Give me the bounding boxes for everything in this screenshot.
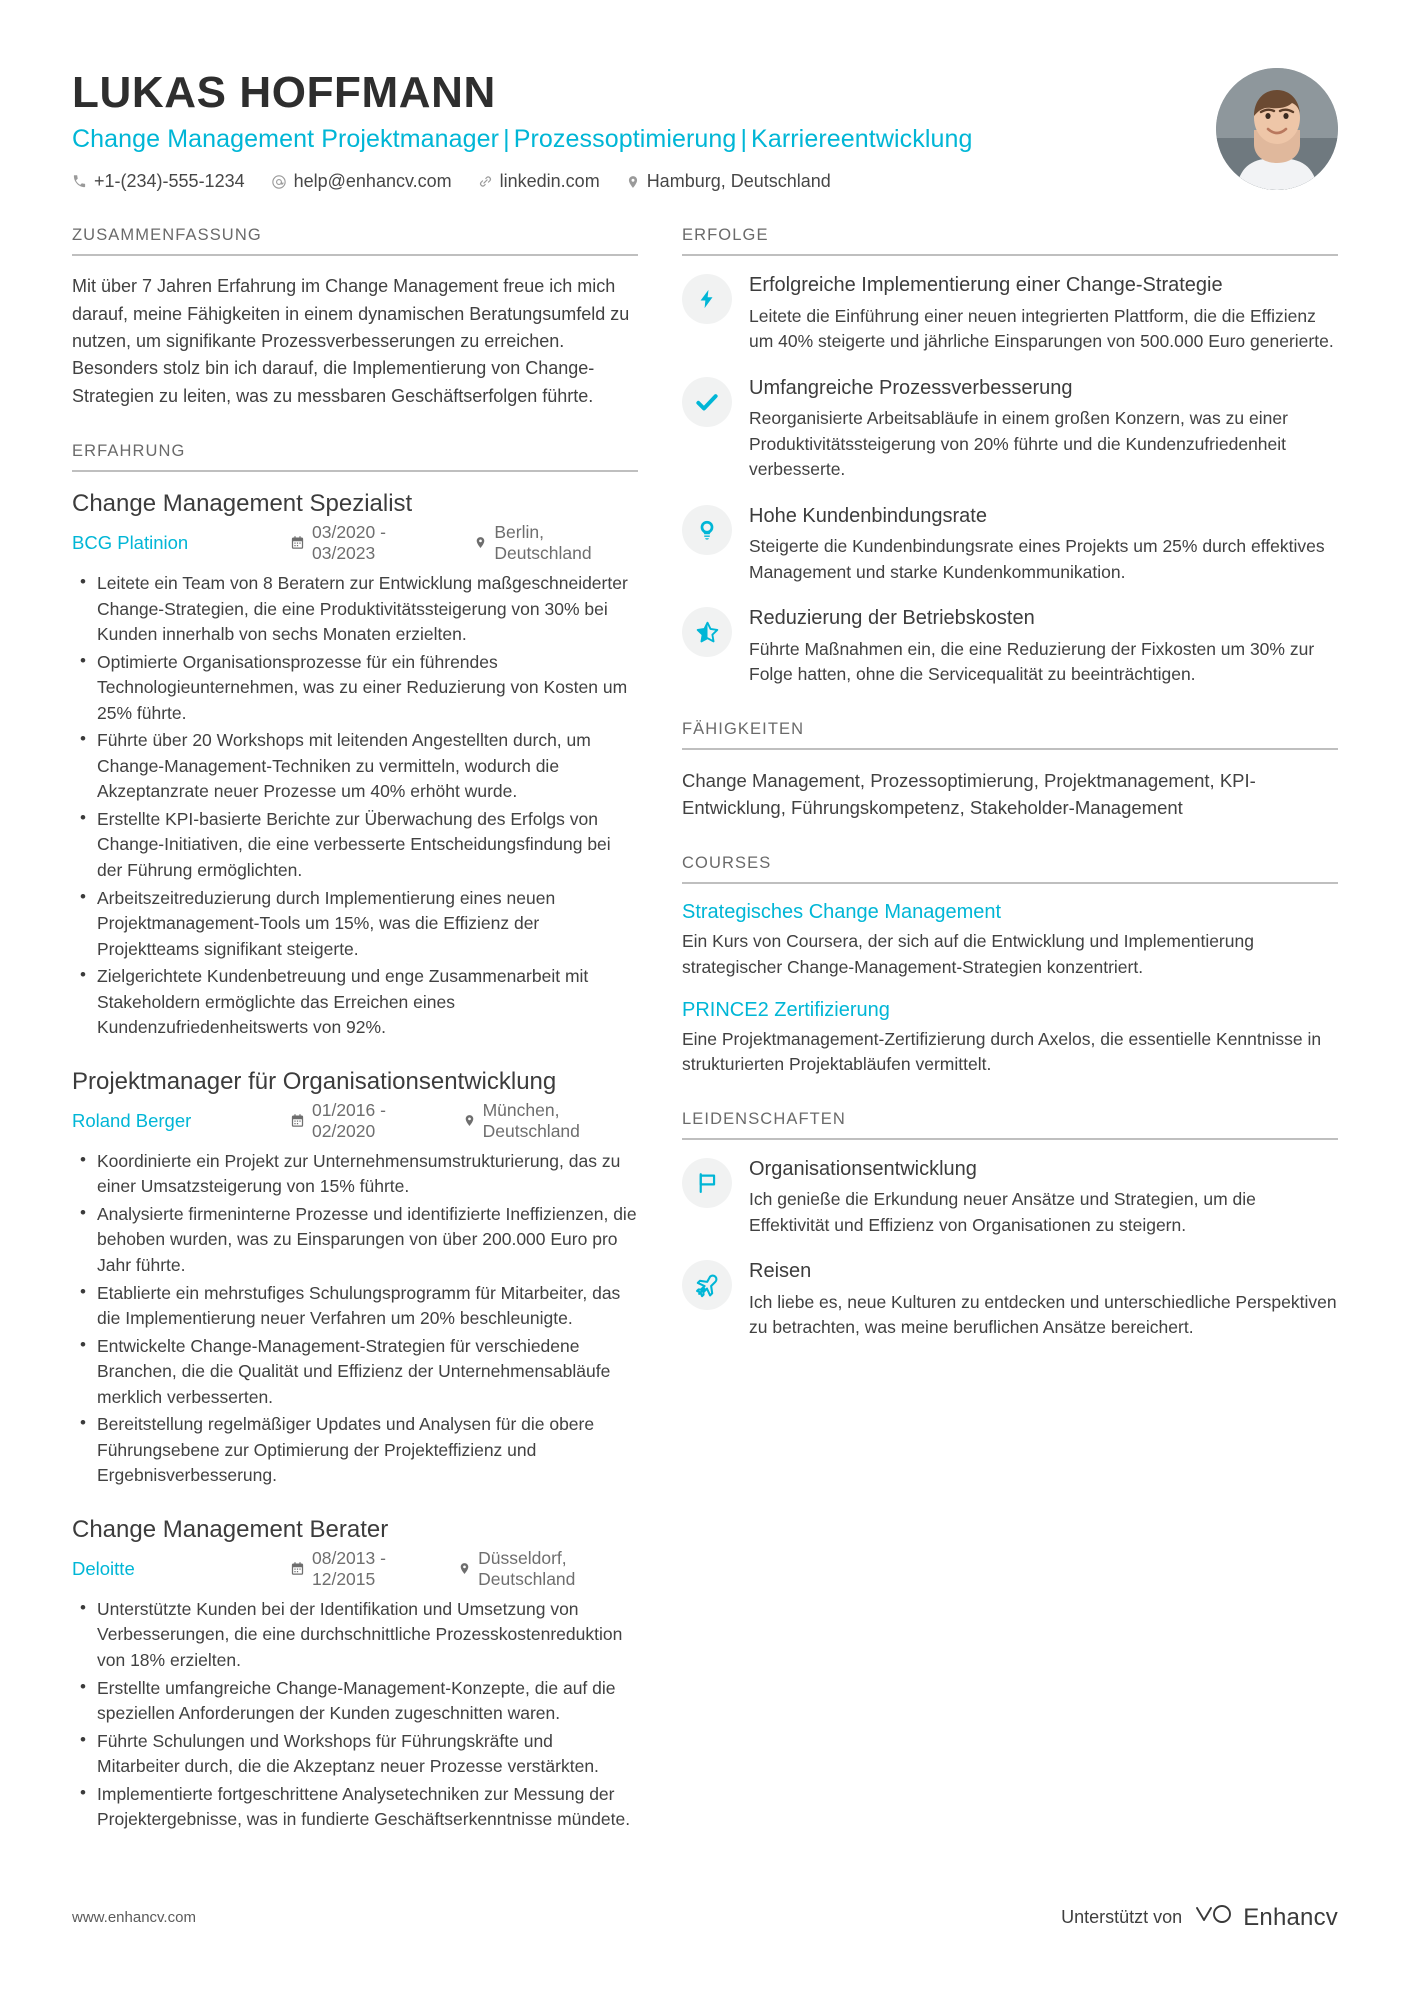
achievement-item xyxy=(682,273,1338,354)
phone-icon xyxy=(72,174,87,189)
course-item xyxy=(682,999,1338,1078)
jobs-container xyxy=(72,489,638,1833)
item-body xyxy=(749,376,1338,483)
item-title: Umfangreiche Prozessverbesserung xyxy=(749,376,1073,399)
job-meta xyxy=(72,522,638,564)
resume-body xyxy=(72,226,1338,1859)
right-column xyxy=(682,226,1338,1859)
experience-bullet: • Implementierte fortgeschrittene Analysetechniken zur Messung der Projektergebnisse, was in fundierte Geschäftserkenntnisse mündete. xyxy=(72,1782,638,1833)
star-icon xyxy=(682,607,732,657)
job-meta xyxy=(72,1548,638,1590)
section-passions xyxy=(682,1110,1338,1341)
experience-bullet: • Erstellte KPI-basierte Berichte zur Überwachung des Erfolgs von Change-Initiativen, die eine verbesserte Entscheidungsfindung bei der Führung ermöglichten. xyxy=(72,807,638,884)
calendar-icon xyxy=(290,1113,305,1128)
job-dates-text: 01/2016 - 02/2020 xyxy=(312,1099,386,1141)
item-title: Erfolgreiche Implementierung einer Change-Strategie xyxy=(749,274,1223,297)
item-body xyxy=(749,606,1338,687)
email-icon xyxy=(271,174,287,190)
brand xyxy=(1194,1902,1338,1933)
section-title-experience: ERFAHRUNG xyxy=(72,442,638,472)
item-description: Führte Maßnahmen ein, die eine Reduzierung der Fixkosten um 30% zur Folge hatten, ohne die Servicequalität zu beeinträchtigen. xyxy=(749,638,1315,685)
job-title: Projektmanager für Organisationsentwicklung xyxy=(72,1067,557,1095)
course-description: Eine Projektmanagement-Zertifizierung durch Axelos, die essentielle Kenntnisse in strukturierten Projektabläufen vermittelt. xyxy=(682,1028,1322,1075)
lightning-bolt-icon xyxy=(682,274,732,324)
item-title: Organisationsentwicklung xyxy=(749,1157,977,1180)
course-description: Ein Kurs von Coursera, der sich auf die Entwicklung und Implementierung strategischer Change-Management-Strategien konzentriert. xyxy=(682,931,1254,977)
contact-phone-text: +1-(234)-555-1234 xyxy=(94,171,245,192)
job-title: Change Management Spezialist xyxy=(72,489,413,517)
experience-bullet: • Leitete ein Team von 8 Beratern zur Entwicklung maßgeschneiderter Change-Strategien, die eine Produktivitätssteigerung von 30% bei Kunden innerhalb von sechs Monaten erzielten. xyxy=(72,571,638,648)
calendar-icon xyxy=(290,535,305,550)
experience-bullet: • Analysierte firmeninterne Prozesse und identifizierte Ineffizienzen, die behoben wurden, was zu Einsparungen von über 200.000 Euro pro Jahr führte. xyxy=(72,1202,638,1279)
job-dates xyxy=(290,1548,430,1590)
achievement-item xyxy=(682,376,1338,483)
experience-bullet: • Führte über 20 Workshops mit leitenden Angestellten durch, um Change-Management-Techniken zu vermitteln, wodurch die Akzeptanzrate neuer Prozesse um 40% erhöht wurde. xyxy=(72,728,638,805)
experience-entry xyxy=(72,1515,638,1833)
job-dates-text: 03/2020 - 03/2023 xyxy=(312,521,386,563)
section-title-summary: ZUSAMMENFASSUNG xyxy=(72,226,638,256)
experience-bullet: • Erstellte umfangreiche Change-Management-Konzepte, die auf die speziellen Anforderungen der Kunden zugeschnitten waren. xyxy=(72,1676,638,1727)
experience-bullet: • Optimierte Organisationsprozesse für ein führendes Technologieunternehmen, was zu einer Reduzierung von Kosten um 25% führte. xyxy=(72,650,638,727)
contact-link-text: linkedin.com xyxy=(499,171,600,192)
flag-icon xyxy=(682,1158,732,1208)
page-title: LUKAS HOFFMANN xyxy=(72,68,496,117)
headline-part-1: Change Management Projektmanager xyxy=(72,125,500,154)
job-location-text: München, Deutschland xyxy=(482,1099,580,1141)
job-location-text: Berlin, Deutschland xyxy=(494,521,592,563)
header-text-block xyxy=(72,62,973,192)
item-description: Ich liebe es, neue Kulturen zu entdecken und unterschiedliche Perspektiven zu betrachten, was meine beruflichen Ansätze bereichert. xyxy=(749,1291,1337,1338)
experience-bullet: • Bereitstellung regelmäßiger Updates und Analysen für die obere Führungsebene zur Optimierung der Projekteffizienz und Ergebnisverbesserung. xyxy=(72,1412,638,1489)
headline-part-3: Karriereentwicklung xyxy=(751,125,973,154)
job-dates xyxy=(290,522,446,564)
contact-link[interactable] xyxy=(478,171,600,192)
lightbulb-icon xyxy=(682,505,732,555)
section-summary xyxy=(72,226,638,410)
checkmark-icon xyxy=(682,377,732,427)
company-name[interactable]: Deloitte xyxy=(72,1557,135,1579)
link-icon xyxy=(478,174,493,189)
headline-separator-2: | xyxy=(740,125,748,154)
item-description: Steigerte die Kundenbindungsrate eines Projekts um 25% durch effektives Management und starke Kundenkommunikation. xyxy=(749,536,1325,582)
job-dates xyxy=(290,1100,435,1142)
contact-email[interactable] xyxy=(271,171,452,192)
section-experience xyxy=(72,442,638,1833)
job-location xyxy=(463,1100,638,1142)
job-title: Change Management Berater xyxy=(72,1515,389,1543)
enhancv-logo-icon xyxy=(1194,1902,1234,1933)
headline xyxy=(72,125,973,154)
achievement-item xyxy=(682,606,1338,687)
section-courses xyxy=(682,854,1338,1078)
achievement-item xyxy=(682,504,1338,585)
headline-part-2: Prozessoptimierung xyxy=(513,125,737,154)
location-pin-icon xyxy=(626,174,640,190)
job-location xyxy=(474,522,638,564)
passion-item xyxy=(682,1157,1338,1238)
experience-entry xyxy=(72,1067,638,1489)
experience-bullet: • Unterstützte Kunden bei der Identifikation und Umsetzung von Verbesserungen, die eine durchschnittliche Prozesskostenreduktion von 18% erzielten. xyxy=(72,1597,638,1674)
item-body xyxy=(749,1259,1338,1340)
item-description: Ich genieße die Erkundung neuer Ansätze und Strategien, um die Effektivität und Effizienz von Organisationen zu steigern. xyxy=(749,1189,1256,1235)
location-pin-icon xyxy=(474,535,487,550)
item-body xyxy=(749,504,1338,585)
item-description: Leitete die Einführung einer neuen integrierten Plattform, die die Effizienz um 40% steigerte und jährliche Einsparungen von 500.000 Euro generierte. xyxy=(749,305,1334,352)
section-title-passions: LEIDENSCHAFTEN xyxy=(682,1110,1338,1140)
skills-text: Change Management, Prozessoptimierung, Projektmanagement, KPI-Entwicklung, Führungskompetenz, Stakeholder-Management xyxy=(682,769,1256,819)
job-dates-text: 08/2013 - 12/2015 xyxy=(312,1547,386,1589)
courses-container xyxy=(682,901,1338,1078)
contact-row xyxy=(72,171,973,192)
section-title-skills: FÄHIGKEITEN xyxy=(682,720,1338,750)
avatar xyxy=(1216,68,1338,190)
item-body xyxy=(749,1157,1338,1238)
section-title-achievements: ERFOLGE xyxy=(682,226,1338,256)
summary-text: Mit über 7 Jahren Erfahrung im Change Management freue ich mich darauf, meine Fähigkeiten in einem dynamischen Beratungsumfeld zu nutzen, um signifikante Prozessverbesserungen zu erreichen. Besonders stolz bin ich darauf, die Implementierung von Change-Strategien zu leiten, was zu messbaren Geschäftserfolgen führte. xyxy=(72,276,630,406)
section-title-courses: COURSES xyxy=(682,854,1338,884)
job-location xyxy=(458,1548,638,1590)
company-name[interactable]: Roland Berger xyxy=(72,1109,192,1131)
experience-bullets xyxy=(72,1149,638,1489)
course-title[interactable]: Strategisches Change Management xyxy=(682,901,1002,924)
headline-separator-1: | xyxy=(503,125,510,154)
experience-bullet: • Koordinierte ein Projekt zur Unternehmensumstrukturierung, das zu einer Umsatzsteigerung von 15% führte. xyxy=(72,1149,638,1200)
contact-phone[interactable] xyxy=(72,171,245,192)
location-pin-icon xyxy=(463,1113,476,1128)
calendar-icon xyxy=(290,1561,305,1576)
achievements-container xyxy=(682,273,1338,687)
item-description: Reorganisierte Arbeitsabläufe in einem großen Konzern, was zu einer Produktivitätssteigerung von 20% führte und die Kundenzufriedenheit verbesserte. xyxy=(749,408,1288,480)
experience-bullets xyxy=(72,571,638,1041)
experience-bullet: • Entwickelte Change-Management-Strategien für verschiedene Branchen, die die Qualität und Effizienz der Unternehmensabläufe merklich verbesserten. xyxy=(72,1334,638,1411)
brand-name: Enhancv xyxy=(1243,1903,1338,1931)
section-skills xyxy=(682,720,1338,823)
experience-entry xyxy=(72,489,638,1041)
course-title[interactable]: PRINCE2 Zertifizierung xyxy=(682,998,890,1021)
location-pin-icon xyxy=(458,1561,471,1576)
experience-bullet: • Zielgerichtete Kundenbetreuung und enge Zusammenarbeit mit Stakeholdern ermöglichte das Erreichen eines Kundenzufriedenheitswerts von 92%. xyxy=(72,964,638,1041)
contact-location-text: Hamburg, Deutschland xyxy=(646,171,831,192)
experience-bullet: • Führte Schulungen und Workshops für Führungskräfte und Mitarbeiter durch, die die Akzeptanz neuer Prozesse verstärkten. xyxy=(72,1729,638,1780)
left-column xyxy=(72,226,638,1859)
section-achievements xyxy=(682,226,1338,687)
resume-header xyxy=(72,62,1338,202)
course-item xyxy=(682,901,1338,980)
experience-bullet: • Arbeitszeitreduzierung durch Implementierung eines neuen Projektmanagement-Tools um 15%, was die Effizienz der Projektteams signifikant steigerte. xyxy=(72,886,638,963)
experience-bullet: • Etablierte ein mehrstufiges Schulungsprogramm für Mitarbeiter, das die Implementierung neuer Verfahren um 20% beschleunigte. xyxy=(72,1281,638,1332)
footer-website[interactable]: www.enhancv.com xyxy=(72,1909,196,1926)
item-title: Reisen xyxy=(749,1260,812,1283)
footer xyxy=(72,1902,1338,1933)
travel-plane-icon xyxy=(682,1260,732,1310)
footer-branding xyxy=(1061,1902,1338,1933)
company-name[interactable]: BCG Platinion xyxy=(72,531,189,553)
passion-item xyxy=(682,1259,1338,1340)
contact-email-text: help@enhancv.com xyxy=(293,171,452,192)
job-meta xyxy=(72,1100,638,1142)
powered-by-label: Unterstützt von xyxy=(1061,1907,1183,1927)
contact-location[interactable] xyxy=(626,171,831,192)
passions-container xyxy=(682,1157,1338,1341)
item-title: Hohe Kundenbindungsrate xyxy=(749,504,987,527)
experience-bullets xyxy=(72,1597,638,1833)
job-location-text: Düsseldorf, Deutschland xyxy=(478,1547,576,1589)
item-body xyxy=(749,273,1338,354)
item-title: Reduzierung der Betriebskosten xyxy=(749,607,1035,630)
